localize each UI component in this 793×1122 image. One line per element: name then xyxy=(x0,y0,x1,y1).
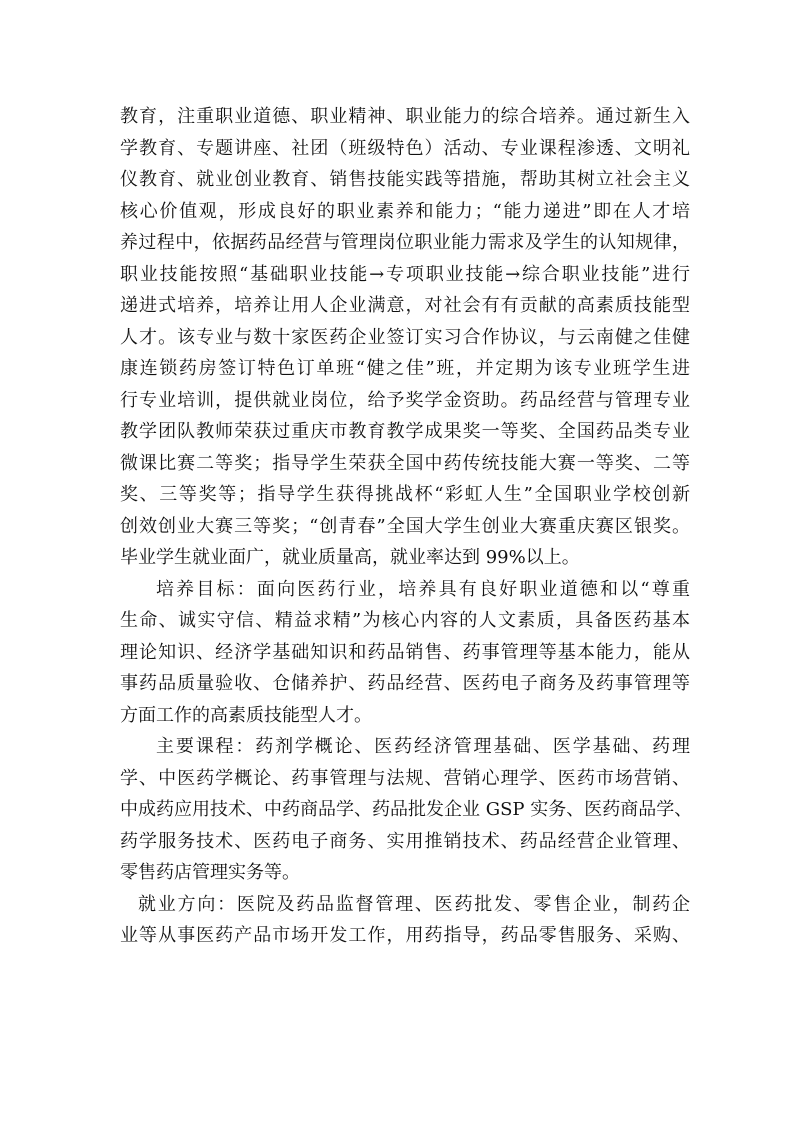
text-line: 人才。该专业与数十家医药企业签订实习合作协议，与云南健之佳健 xyxy=(120,326,690,348)
text-line: 就业方向：医院及药品监督管理、医药批发、零售企业，制药企 xyxy=(138,893,690,915)
text-line: 仪教育、就业创业教育、销售技能实践等措施，帮助其树立社会主义 xyxy=(120,169,690,190)
paragraph-employment-direction xyxy=(120,889,690,952)
text-line: 奖、三等奖等；指导学生获得挑战杯“彩虹人生”全国职业学校创新 xyxy=(120,484,690,505)
paragraph-training-objective xyxy=(120,574,690,732)
text-line: 方面工作的高素质技能型人才。 xyxy=(120,704,372,726)
text-line: 康连锁药房签订特色订单班“健之佳”班，并定期为该专业班学生进 xyxy=(120,358,690,379)
text-line: 理论知识、经济学基础知识和药品销售、药事管理等基本能力，能从 xyxy=(120,641,690,663)
text-line: 培养目标：面向医药行业，培养具有良好职业道德和以“尊重 xyxy=(156,578,690,600)
text-line: 养过程中，依据药品经营与管理岗位职业能力需求及学生的认知规律， xyxy=(120,232,690,253)
text-line: 递进式培养，培养让用人企业满意，对社会有有贡献的高素质技能型 xyxy=(120,295,690,316)
text-line: 学教育、专题讲座、社团（班级特色）活动、专业课程渗透、文明礼 xyxy=(120,137,690,159)
text-line: 生命、诚实守信、精益求精”为核心内容的人文素质，具备医药基本 xyxy=(120,610,690,631)
text-line: 行专业培训，提供就业岗位，给予奖学金资助。药品经营与管理专业 xyxy=(120,389,690,411)
text-line: 微课比赛二等奖；指导学生荣获全国中药传统技能大赛一等奖、二等 xyxy=(120,452,690,474)
text-line: 毕业学生就业面广，就业质量高，就业率达到 99%以上。 xyxy=(120,547,580,568)
text-line: 教学团队教师荣获过重庆市教育教学成果奖一等奖、全国药品类专业 xyxy=(120,421,690,442)
text-line: 教育，注重职业道德、职业精神、职业能力的综合培养。通过新生入 xyxy=(120,106,690,127)
text-line: 主要课程：药剂学概论、医药经济管理基础、医学基础、药理 xyxy=(156,736,690,757)
body-text xyxy=(120,101,693,952)
text-line: 事药品质量验收、仓储养护、药品经营、医药电子商务及药事管理等 xyxy=(120,673,690,694)
paragraph-main-courses xyxy=(120,731,693,889)
text-line: 职业技能按照“基础职业技能→专项职业技能→综合职业技能”进行 xyxy=(120,263,690,285)
text-line: 学、中医药学概论、药事管理与法规、营销心理学、医药市场营销、 xyxy=(120,767,690,789)
paragraph-program-features xyxy=(120,101,690,574)
text-line: 药学服务技术、医药电子商务、实用推销技术、药品经营企业管理、 xyxy=(120,830,690,852)
text-line: 中成药应用技术、中药商品学、药品批发企业 GSP 实务、医药商品学、 xyxy=(120,799,693,820)
text-line: 零售药店管理实务等。 xyxy=(120,862,300,883)
text-line: 核心价值观，形成良好的职业素养和能力；“能力递进”即在人才培 xyxy=(120,200,690,222)
text-line: 创效创业大赛三等奖；“创青春”全国大学生创业大赛重庆赛区银奖。 xyxy=(120,515,690,537)
text-line: 业等从事医药产品市场开发工作，用药指导，药品零售服务、采购、 xyxy=(120,925,690,946)
